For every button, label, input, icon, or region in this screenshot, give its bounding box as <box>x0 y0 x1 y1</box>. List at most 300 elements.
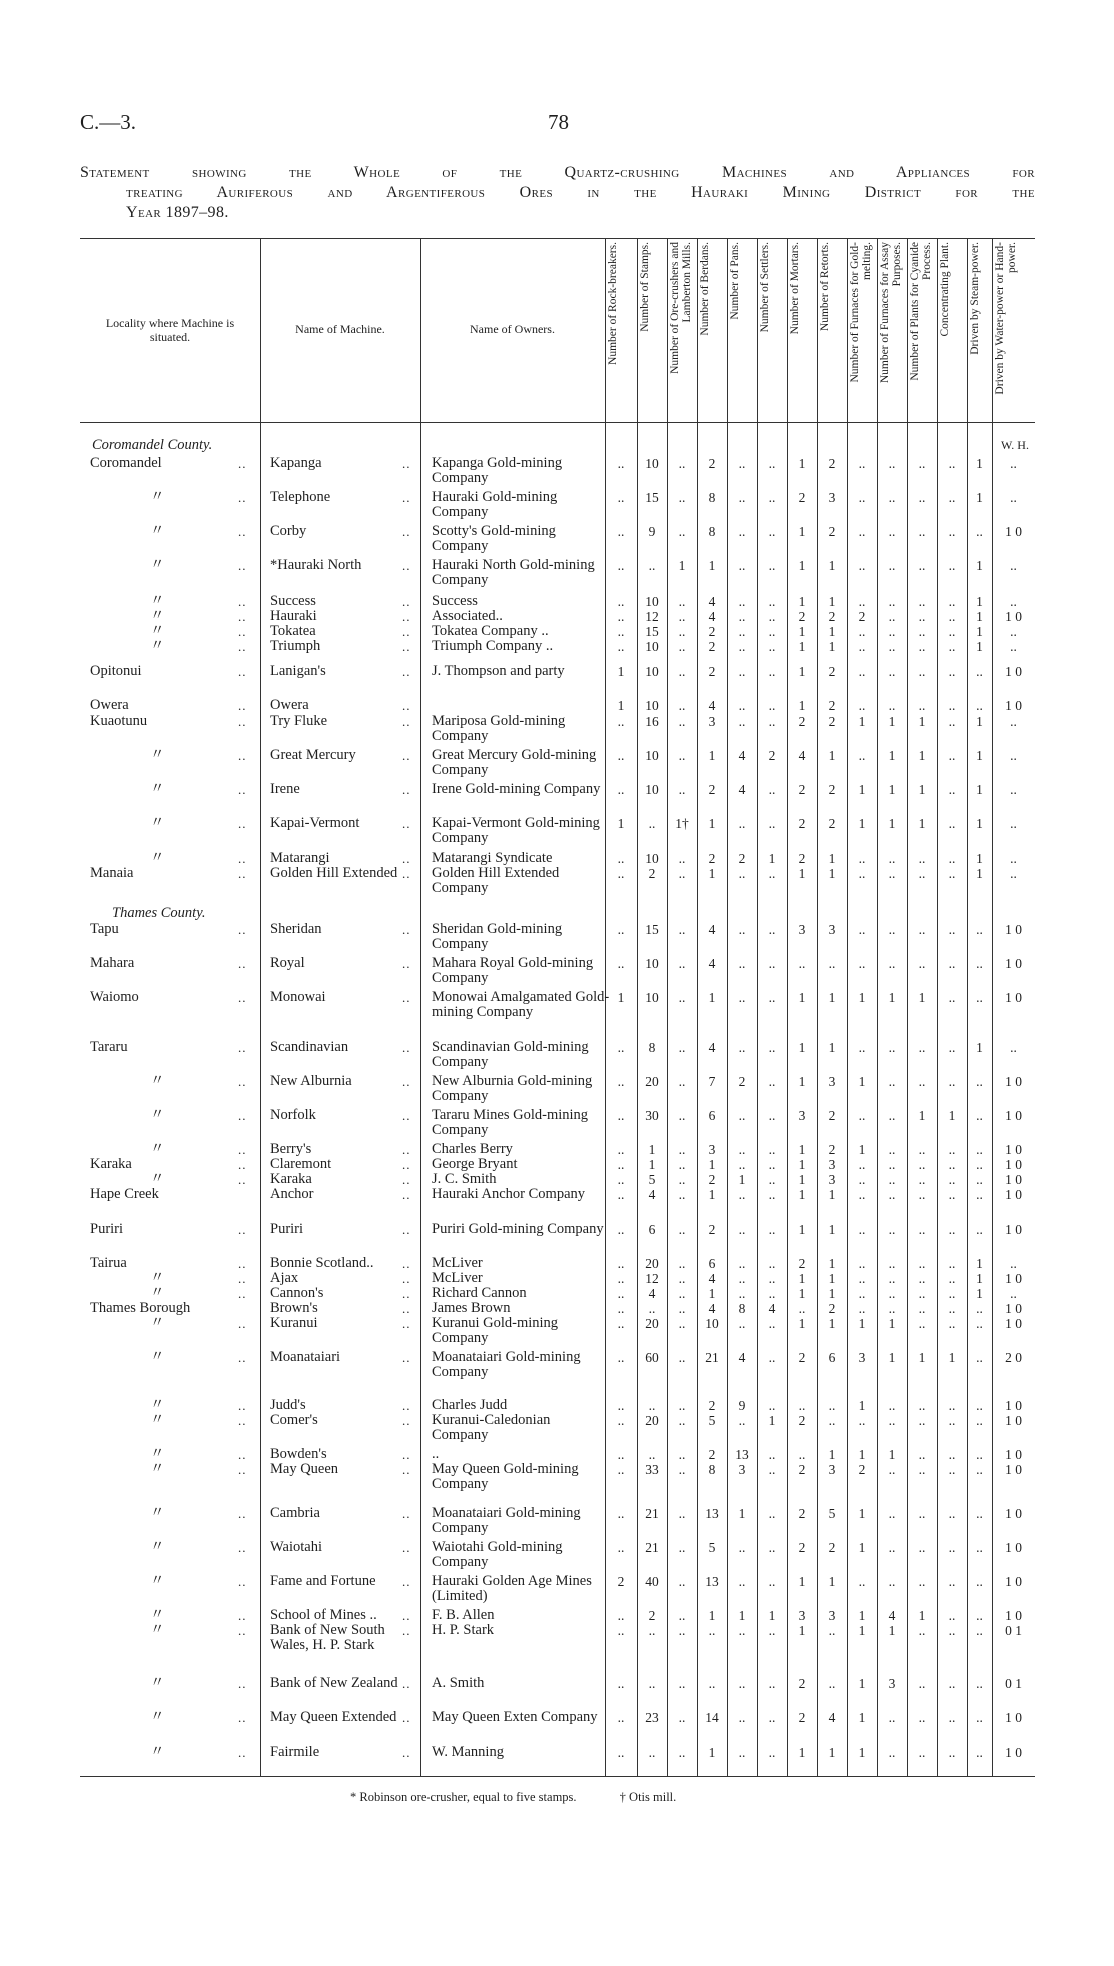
row-value: .. <box>948 1172 956 1187</box>
row-value: .. <box>617 956 625 971</box>
row-machine-name: Bonnie Scotland.. <box>270 1255 374 1271</box>
row-value: 4 <box>708 594 716 609</box>
leader-dots: .. <box>402 956 411 971</box>
row-value: .. <box>678 1398 686 1413</box>
row-value: 20 <box>645 1413 659 1428</box>
row-machine-name: Tokatea <box>270 623 316 639</box>
row-value: .. <box>617 594 625 609</box>
row-value: .. <box>768 1540 776 1555</box>
row-value: .. <box>976 1745 983 1760</box>
row-locality: 〃 <box>150 1171 165 1187</box>
row-value: 2 <box>828 698 836 713</box>
row-value: 1† <box>675 816 689 831</box>
row-value: 2 <box>708 851 716 866</box>
row-value: 1 <box>617 816 625 831</box>
row-value: 1 <box>918 1350 926 1365</box>
row-value: 15 <box>645 490 659 505</box>
row-value: 4 <box>828 1710 836 1725</box>
row-value: .. <box>918 1745 926 1760</box>
row-machine-name: Monowai <box>270 989 326 1005</box>
row-value: .. <box>888 558 896 573</box>
row-value: .. <box>1010 558 1017 573</box>
row-machine-name: Triumph <box>270 638 321 654</box>
footnote-star: * Robinson ore-crusher, equal to five stamps. <box>350 1790 577 1804</box>
row-value: .. <box>678 1256 686 1271</box>
row-value: 1 <box>798 1574 806 1589</box>
row-value: 1 <box>798 990 806 1005</box>
leader-dots: .. <box>238 1271 247 1286</box>
row-value: .. <box>738 698 746 713</box>
row-value: 1 <box>976 490 983 505</box>
leader-dots: .. <box>402 1316 411 1331</box>
leader-dots: .. <box>402 1608 411 1623</box>
row-value: .. <box>948 866 956 881</box>
row-value: .. <box>1010 594 1017 609</box>
column-header-numeric: Number of Furnaces for Assay Purposes. <box>879 242 903 384</box>
row-value: 1 <box>858 1142 866 1157</box>
row-value: 1 <box>888 990 896 1005</box>
row-value: 1 <box>648 1157 656 1172</box>
row-value: 1 <box>798 1271 806 1286</box>
row-value: .. <box>948 1398 956 1413</box>
row-value: .. <box>678 1271 686 1286</box>
row-value: .. <box>976 1316 983 1331</box>
row-machine-name: Anchor <box>270 1186 314 1202</box>
row-value: 12 <box>645 609 659 624</box>
row-value: .. <box>617 1447 625 1462</box>
row-owner-name: J. C. Smith <box>432 1171 497 1187</box>
column-header-numeric: Driven by Water-power or Hand-power. <box>994 242 1018 395</box>
row-value: .. <box>678 1187 686 1202</box>
row-value: 2 <box>798 1710 806 1725</box>
row-owner-name: Success <box>432 593 478 609</box>
row-value: .. <box>976 1676 983 1691</box>
row-value: 3 <box>828 1462 836 1477</box>
row-value: .. <box>738 816 746 831</box>
row-value: .. <box>858 851 866 866</box>
row-value: 1 <box>976 1286 983 1301</box>
row-value: .. <box>918 639 926 654</box>
row-value: 4 <box>708 922 716 937</box>
row-value: 3 <box>828 1608 836 1623</box>
row-value: 3 <box>798 1108 806 1123</box>
leader-dots: .. <box>402 609 411 624</box>
row-value: .. <box>918 1187 926 1202</box>
row-machine-name: Berry's <box>270 1141 312 1157</box>
row-value: 1 <box>798 594 806 609</box>
row-value: .. <box>918 664 926 679</box>
leader-dots: .. <box>402 1187 411 1202</box>
row-value: .. <box>678 698 686 713</box>
row-value: 1 0 <box>1005 1710 1022 1725</box>
row-value: 1 <box>798 1623 806 1638</box>
row-value: 3 <box>798 1608 806 1623</box>
leader-dots: .. <box>402 866 411 881</box>
leader-dots: .. <box>238 956 247 971</box>
leader-dots: .. <box>238 866 247 881</box>
row-owner-name: Matarangi Syndicate <box>432 850 553 866</box>
row-value: 1 <box>828 558 836 573</box>
row-value: .. <box>858 866 866 881</box>
row-value: 3 <box>858 1350 866 1365</box>
row-value: .. <box>858 624 866 639</box>
row-value: 1 <box>617 698 625 713</box>
row-value: .. <box>858 1222 866 1237</box>
row-value: .. <box>768 1506 776 1521</box>
row-value: 1 <box>976 714 983 729</box>
row-machine-name: Lanigan's <box>270 663 326 679</box>
row-value: 1 0 <box>1005 698 1022 713</box>
row-value: .. <box>738 524 746 539</box>
row-value: 1 0 <box>1005 1462 1022 1477</box>
row-value: .. <box>918 1040 926 1055</box>
leader-dots: .. <box>402 698 411 713</box>
row-value: 5 <box>708 1540 716 1555</box>
row-machine-name: Judd's <box>270 1397 306 1413</box>
row-locality: 〃 <box>150 593 165 609</box>
row-value: 1 0 <box>1005 609 1022 624</box>
leader-dots: .. <box>238 922 247 937</box>
row-value: 2 <box>708 1172 716 1187</box>
row-value: 4 <box>708 609 716 624</box>
row-value: 1 <box>768 1608 776 1623</box>
leader-dots: .. <box>238 782 247 797</box>
row-value: .. <box>617 1745 625 1760</box>
row-value: .. <box>617 1398 625 1413</box>
row-value: .. <box>948 714 956 729</box>
row-value: 1 0 <box>1005 1447 1022 1462</box>
leader-dots: .. <box>238 524 247 539</box>
row-machine-name: Cannon's <box>270 1285 324 1301</box>
row-value: .. <box>678 990 686 1005</box>
row-value: .. <box>888 664 896 679</box>
row-value: .. <box>918 1540 926 1555</box>
row-value: .. <box>1010 816 1017 831</box>
footnotes <box>350 1790 716 1805</box>
row-value: 1 <box>858 1623 866 1638</box>
leader-dots: .. <box>238 624 247 639</box>
row-value: 2 <box>708 1447 716 1462</box>
row-value: .. <box>768 490 776 505</box>
row-value: .. <box>918 1316 926 1331</box>
row-value: .. <box>738 456 746 471</box>
row-value: 1 <box>708 990 716 1005</box>
column-header-numeric: Number of Mortars. <box>789 242 801 335</box>
leader-dots: .. <box>238 1108 247 1123</box>
row-value: .. <box>858 698 866 713</box>
row-value: 1 <box>828 1447 836 1462</box>
row-value: 1 <box>648 1142 656 1157</box>
row-value: .. <box>828 1398 836 1413</box>
row-value: 1 <box>708 816 716 831</box>
row-locality: Hape Creek <box>90 1186 159 1202</box>
row-value: 2 <box>828 664 836 679</box>
row-value: 2 <box>648 866 656 881</box>
row-value: .. <box>918 1506 926 1521</box>
row-value: 1 0 <box>1005 922 1022 937</box>
row-locality: 〃 <box>150 1709 165 1725</box>
row-value: .. <box>1010 782 1017 797</box>
row-value: 1 <box>828 748 836 763</box>
row-locality: 〃 <box>150 1675 165 1691</box>
row-value: .. <box>648 1447 656 1462</box>
row-machine-name: Cambria <box>270 1505 320 1521</box>
row-value: 2 <box>798 1506 806 1521</box>
row-value: 5 <box>708 1413 716 1428</box>
row-value: .. <box>948 782 956 797</box>
row-value: .. <box>948 558 956 573</box>
row-value: .. <box>948 1256 956 1271</box>
row-value: 2 <box>708 456 716 471</box>
row-value: 1 <box>828 1745 836 1760</box>
row-value: .. <box>678 1142 686 1157</box>
row-value: .. <box>648 558 656 573</box>
row-value: 1 0 <box>1005 990 1022 1005</box>
leader-dots: .. <box>238 1316 247 1331</box>
leader-dots: .. <box>238 456 247 471</box>
row-value: .. <box>948 1447 956 1462</box>
row-locality: 〃 <box>150 1607 165 1623</box>
row-value: .. <box>768 922 776 937</box>
row-owner-name: Moanataiari Gold-mining Company <box>432 1505 581 1536</box>
row-value: 3 <box>708 1142 716 1157</box>
row-owner-name: Hauraki Golden Age Mines (Limited) <box>432 1573 592 1604</box>
row-owner-name: Monowai Amalgamated Gold-mining Company <box>432 989 610 1020</box>
row-value: 1 <box>828 639 836 654</box>
row-value: 0 1 <box>1005 1623 1022 1638</box>
row-value: .. <box>768 524 776 539</box>
row-value: 2 <box>798 1350 806 1365</box>
row-value: 1 <box>828 1271 836 1286</box>
leader-dots: .. <box>402 456 411 471</box>
leader-dots: .. <box>402 816 411 831</box>
row-value: 1 0 <box>1005 524 1022 539</box>
row-value: .. <box>617 782 625 797</box>
row-value: .. <box>768 698 776 713</box>
row-value: 1 <box>828 1574 836 1589</box>
row-value: .. <box>948 664 956 679</box>
row-value: 1 <box>798 698 806 713</box>
row-value: .. <box>738 1745 746 1760</box>
row-value: 4 <box>738 1350 746 1365</box>
row-value: 4 <box>708 698 716 713</box>
row-value: .. <box>738 1676 746 1691</box>
row-owner-name: W. Manning <box>432 1744 504 1760</box>
leader-dots: .. <box>402 1172 411 1187</box>
row-owner-name: Kuranui Gold-mining Company <box>432 1315 559 1346</box>
row-value: .. <box>888 1301 896 1316</box>
row-value: 5 <box>828 1506 836 1521</box>
row-value: 2 <box>828 1540 836 1555</box>
row-machine-name: Puriri <box>270 1221 304 1237</box>
row-value: 2 <box>617 1574 625 1589</box>
row-value: .. <box>617 1608 625 1623</box>
row-value: .. <box>918 1413 926 1428</box>
row-value: 10 <box>645 698 659 713</box>
row-value: 2 <box>828 816 836 831</box>
row-value: 1 <box>918 816 926 831</box>
row-value: .. <box>738 1187 746 1202</box>
row-value: 2 0 <box>1005 1350 1022 1365</box>
row-value: .. <box>738 1540 746 1555</box>
row-value: 1 <box>918 748 926 763</box>
row-value: 40 <box>645 1574 659 1589</box>
row-value: .. <box>617 1540 625 1555</box>
row-value: 10 <box>645 990 659 1005</box>
row-value: .. <box>948 609 956 624</box>
column-header-numeric: Number of Berdans. <box>699 242 711 336</box>
row-value: .. <box>738 594 746 609</box>
row-value: .. <box>948 624 956 639</box>
row-value: .. <box>918 1462 926 1477</box>
row-value: 1 <box>798 558 806 573</box>
row-value: .. <box>888 1256 896 1271</box>
row-machine-name: Telephone <box>270 489 331 505</box>
row-value: .. <box>768 714 776 729</box>
row-value: 20 <box>645 1074 659 1089</box>
row-value: .. <box>858 558 866 573</box>
row-value: .. <box>948 1074 956 1089</box>
row-value: .. <box>768 1074 776 1089</box>
row-locality: Tararu <box>90 1039 128 1055</box>
row-value: .. <box>678 1040 686 1055</box>
row-value: 14 <box>705 1710 719 1725</box>
row-value: 1 <box>798 1172 806 1187</box>
row-value: .. <box>738 1623 746 1638</box>
row-value: 5 <box>648 1172 656 1187</box>
column-divider <box>420 238 421 1776</box>
row-value: .. <box>678 1506 686 1521</box>
leader-dots: .. <box>402 1623 411 1638</box>
leader-dots: .. <box>238 1256 247 1271</box>
row-value: .. <box>918 1574 926 1589</box>
row-value: .. <box>738 1710 746 1725</box>
row-value: .. <box>678 1222 686 1237</box>
row-locality: 〃 <box>150 1573 165 1589</box>
row-value: .. <box>768 1676 776 1691</box>
row-value: .. <box>888 1710 896 1725</box>
row-value: .. <box>918 1398 926 1413</box>
row-value: 60 <box>645 1350 659 1365</box>
row-value: .. <box>617 1506 625 1521</box>
row-machine-name: Kapanga <box>270 455 322 471</box>
row-value: 1 <box>976 851 983 866</box>
row-value: .. <box>918 851 926 866</box>
leader-dots: .. <box>402 1574 411 1589</box>
row-value: .. <box>768 558 776 573</box>
row-locality: 〃 <box>150 557 165 573</box>
row-value: 1 0 <box>1005 1301 1022 1316</box>
row-value: 2 <box>828 1108 836 1123</box>
row-value: .. <box>948 1623 956 1638</box>
row-value: 2 <box>768 748 776 763</box>
row-value: .. <box>678 639 686 654</box>
page-number: 78 <box>548 110 569 134</box>
row-value: 2 <box>828 524 836 539</box>
row-value: 9 <box>738 1398 746 1413</box>
row-value: 1 <box>858 1074 866 1089</box>
row-value: .. <box>976 698 983 713</box>
row-value: .. <box>858 594 866 609</box>
row-value: .. <box>678 490 686 505</box>
row-value: .. <box>976 664 983 679</box>
row-value: .. <box>918 1447 926 1462</box>
row-machine-name: Corby <box>270 523 307 539</box>
row-machine-name: Bowden's <box>270 1446 327 1462</box>
row-value: .. <box>738 956 746 971</box>
row-value: .. <box>798 1447 806 1462</box>
row-owner-name: Puriri Gold-mining Company <box>432 1221 604 1237</box>
row-value: .. <box>648 1301 656 1316</box>
row-value: .. <box>678 1676 686 1691</box>
row-value: .. <box>678 609 686 624</box>
row-machine-name: *Hauraki North <box>270 557 362 573</box>
leader-dots: .. <box>402 624 411 639</box>
row-value: 1 <box>738 1506 746 1521</box>
row-value: .. <box>768 1710 776 1725</box>
row-value: .. <box>858 1271 866 1286</box>
row-value: .. <box>948 456 956 471</box>
row-value: .. <box>858 1040 866 1055</box>
row-value: .. <box>768 1172 776 1187</box>
row-locality: 〃 <box>150 815 165 831</box>
row-value: 1 <box>858 1398 866 1413</box>
row-value: 1 <box>708 748 716 763</box>
row-value: 10 <box>645 664 659 679</box>
row-value: 2 <box>828 1142 836 1157</box>
row-machine-name: May Queen <box>270 1461 339 1477</box>
leader-dots: .. <box>402 748 411 763</box>
row-value: .. <box>888 1108 896 1123</box>
row-value: 3 <box>708 714 716 729</box>
leader-dots: .. <box>402 1256 411 1271</box>
row-value: .. <box>918 456 926 471</box>
row-value: .. <box>768 1398 776 1413</box>
row-value: .. <box>1010 624 1017 639</box>
row-value: .. <box>708 1623 716 1638</box>
leader-dots: .. <box>238 609 247 624</box>
row-value: 2 <box>798 609 806 624</box>
row-value: .. <box>678 956 686 971</box>
header-bottom-rule <box>80 422 1035 423</box>
column-header-locality: Locality where Machine is situated. <box>105 316 235 344</box>
row-value: 1 <box>798 1187 806 1202</box>
row-machine-name: Ajax <box>270 1270 299 1286</box>
row-value: .. <box>1010 1286 1017 1301</box>
row-value: .. <box>976 1108 983 1123</box>
column-header-owners: Name of Owners. <box>470 322 555 336</box>
row-value: .. <box>648 1623 656 1638</box>
row-value: .. <box>738 558 746 573</box>
row-owner-name: Richard Cannon <box>432 1285 527 1301</box>
row-value: .. <box>918 922 926 937</box>
row-value: .. <box>918 1301 926 1316</box>
row-value: 1 <box>708 1187 716 1202</box>
row-value: .. <box>678 1447 686 1462</box>
row-value: 1 <box>888 816 896 831</box>
leader-dots: .. <box>238 1710 247 1725</box>
row-value: 10 <box>645 594 659 609</box>
row-value: .. <box>948 1142 956 1157</box>
row-value: .. <box>768 624 776 639</box>
leader-dots: .. <box>402 1506 411 1521</box>
row-value: .. <box>948 956 956 971</box>
row-owner-name: H. P. Stark <box>432 1622 495 1638</box>
row-value: .. <box>948 490 956 505</box>
row-value: 10 <box>645 956 659 971</box>
row-machine-name: Claremont <box>270 1156 332 1172</box>
row-value: 8 <box>738 1301 746 1316</box>
